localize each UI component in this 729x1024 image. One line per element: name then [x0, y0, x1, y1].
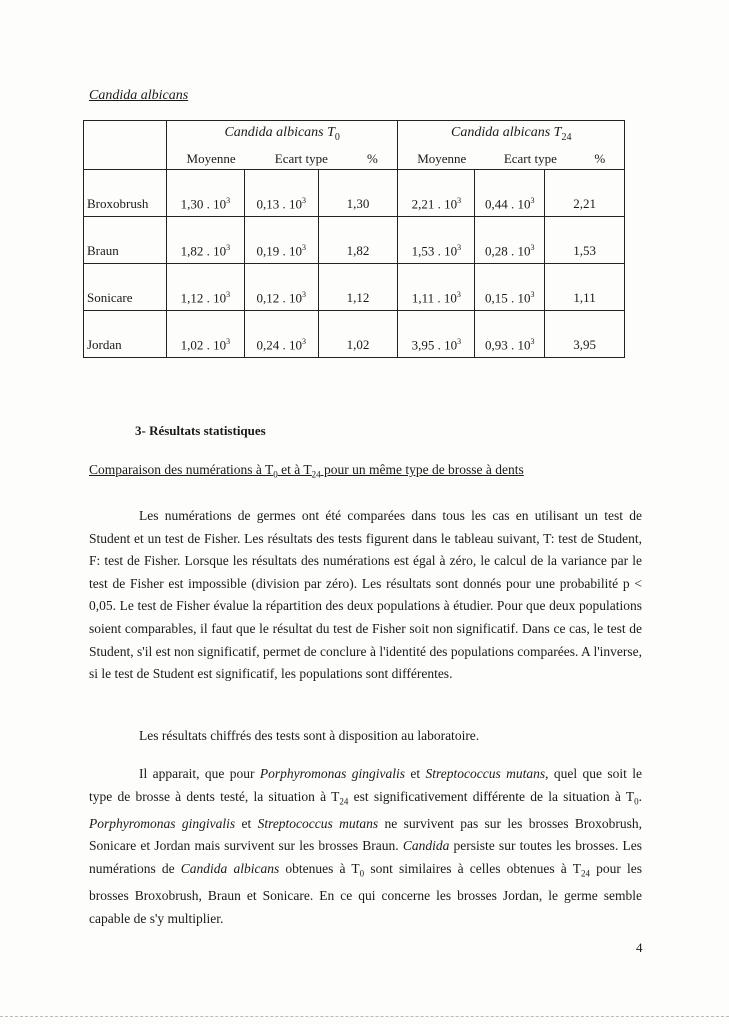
table-cell: 1,53 . $10^3$ — [398, 217, 475, 264]
col-header-percent: % — [367, 151, 378, 166]
group-t0-subscript: 0 — [334, 131, 340, 143]
table-cell: 0,24 . $10^3$ — [244, 311, 318, 358]
table-cell: 0,93 . $10^3$ — [475, 311, 545, 358]
table-cell: 2,21 . $10^3$ — [398, 170, 475, 217]
table-cell: 0,13 . $10^3$ — [244, 170, 318, 217]
table-cell: 1,11 — [545, 264, 625, 311]
table-row — [84, 264, 625, 311]
table-cell: 0,28 . $10^3$ — [475, 217, 545, 264]
subsection-heading: Comparaison des numérations à $T_0$ et à $T_{24}$ pour un même type de brosse à dents — [89, 462, 524, 480]
row-label: Jordan — [84, 311, 167, 358]
group-t24-label: Candida albicans T — [450, 125, 562, 140]
table-row — [84, 311, 625, 358]
table-cell: 0,15 . $10^3$ — [475, 264, 545, 311]
table-cell: 1,53 — [545, 217, 625, 264]
section-title: Candida albicans — [89, 88, 189, 103]
page-bottom-edge — [0, 1016, 729, 1017]
candida-table — [83, 120, 625, 358]
table-cell: 0,12 . $10^3$ — [244, 264, 318, 311]
group-t0-label: Candida albicans T — [224, 125, 335, 140]
table-cell: 1,12 . $10^3$ — [166, 264, 244, 311]
table-cell: 1,30 . $10^3$ — [166, 170, 244, 217]
col-header-percent: % — [594, 151, 606, 166]
group-header-t0 — [166, 121, 398, 170]
row-label: Broxobrush — [84, 170, 167, 217]
row-label: Sonicare — [84, 264, 167, 311]
col-header-moyenne: Moyenne — [186, 151, 236, 166]
table-cell: 1,30 — [318, 170, 398, 217]
col-header-ecart-type: Ecart type — [274, 151, 328, 166]
paragraph-results: Il apparait, que pour Porphyromonas gingivalis et Streptococcus mutans, quel que soit le type de brosse à dents testé, la situation à $T_{24}$ est significativement différente de la situation à $T_0$. Porphyromonas gingivalis et Streptococcus mutans ne survivent pas sur les brosses Broxobrush, Sonicare et Jordan mais survivent sur les brosses Braun. Candida persiste sur toutes les brosses. Les numérations de Candida albicans obtenues à $T_0$ sont similaires à celles obtenues à $T_{24}$ pour les brosses Broxobrush, Braun et Sonicare. En ce qui concerne les brosses Jordan, le germe semble capable de s'y multiplier. — [89, 766, 643, 926]
table-cell: 1,11 . $10^3$ — [398, 264, 475, 311]
table-cell: 1,82 — [318, 217, 398, 264]
table-cell: 1,02 . $10^3$ — [166, 311, 244, 358]
paragraph-lab: Les résultats chiffrés des tests sont à disposition au laboratoire. — [139, 728, 480, 743]
table-cell: 1,12 — [318, 264, 398, 311]
group-header-t24 — [398, 121, 625, 170]
table-cell: 1,02 — [318, 311, 398, 358]
table-header-row — [84, 121, 625, 170]
table-cell: 3,95 . $10^3$ — [398, 311, 475, 358]
section-heading: 3- Résultats statistiques — [135, 423, 266, 438]
table-cell: 0,44 . $10^3$ — [475, 170, 545, 217]
paragraph-methods: Les numérations de germes ont été comparées dans tous les cas en utilisant un test de Student et un test de Fisher. Les résultats des tests figurent dans le tableau suivant, T: test de Student, F: test de Fisher. Lorsque les résultats des numérations est égal à zéro, le calcul de la variance par le test de Fisher est impossible (division par zéro). Les résultats sont donnés pour une probabilité p < 0,05. Le test de Fisher évalue la répartition des deux populations à étudier. Pour que deux populations soient comparables, il faut que le résultat du test de Fisher soit non significatif. Dans ce cas, le test de Student, s'il est non significatif, permet de conclure à l'identité des populations comparées. A l'inverse, si le test de Student est significatif, les populations sont différentes. — [89, 508, 642, 682]
table-cell: 3,95 — [545, 311, 625, 358]
group-t24-subscript: 24 — [561, 131, 572, 143]
row-label: Braun — [84, 217, 167, 264]
col-header-ecart-type: Ecart type — [503, 151, 557, 166]
table-cell: 2,21 — [545, 170, 625, 217]
page-number: 4 — [636, 940, 643, 955]
table-cell: 0,19 . $10^3$ — [244, 217, 318, 264]
table-row — [84, 217, 625, 264]
col-header-moyenne: Moyenne — [417, 151, 467, 166]
table-row — [84, 170, 625, 217]
header-empty-cell — [84, 121, 167, 170]
table-cell: 1,82 . $10^3$ — [166, 217, 244, 264]
